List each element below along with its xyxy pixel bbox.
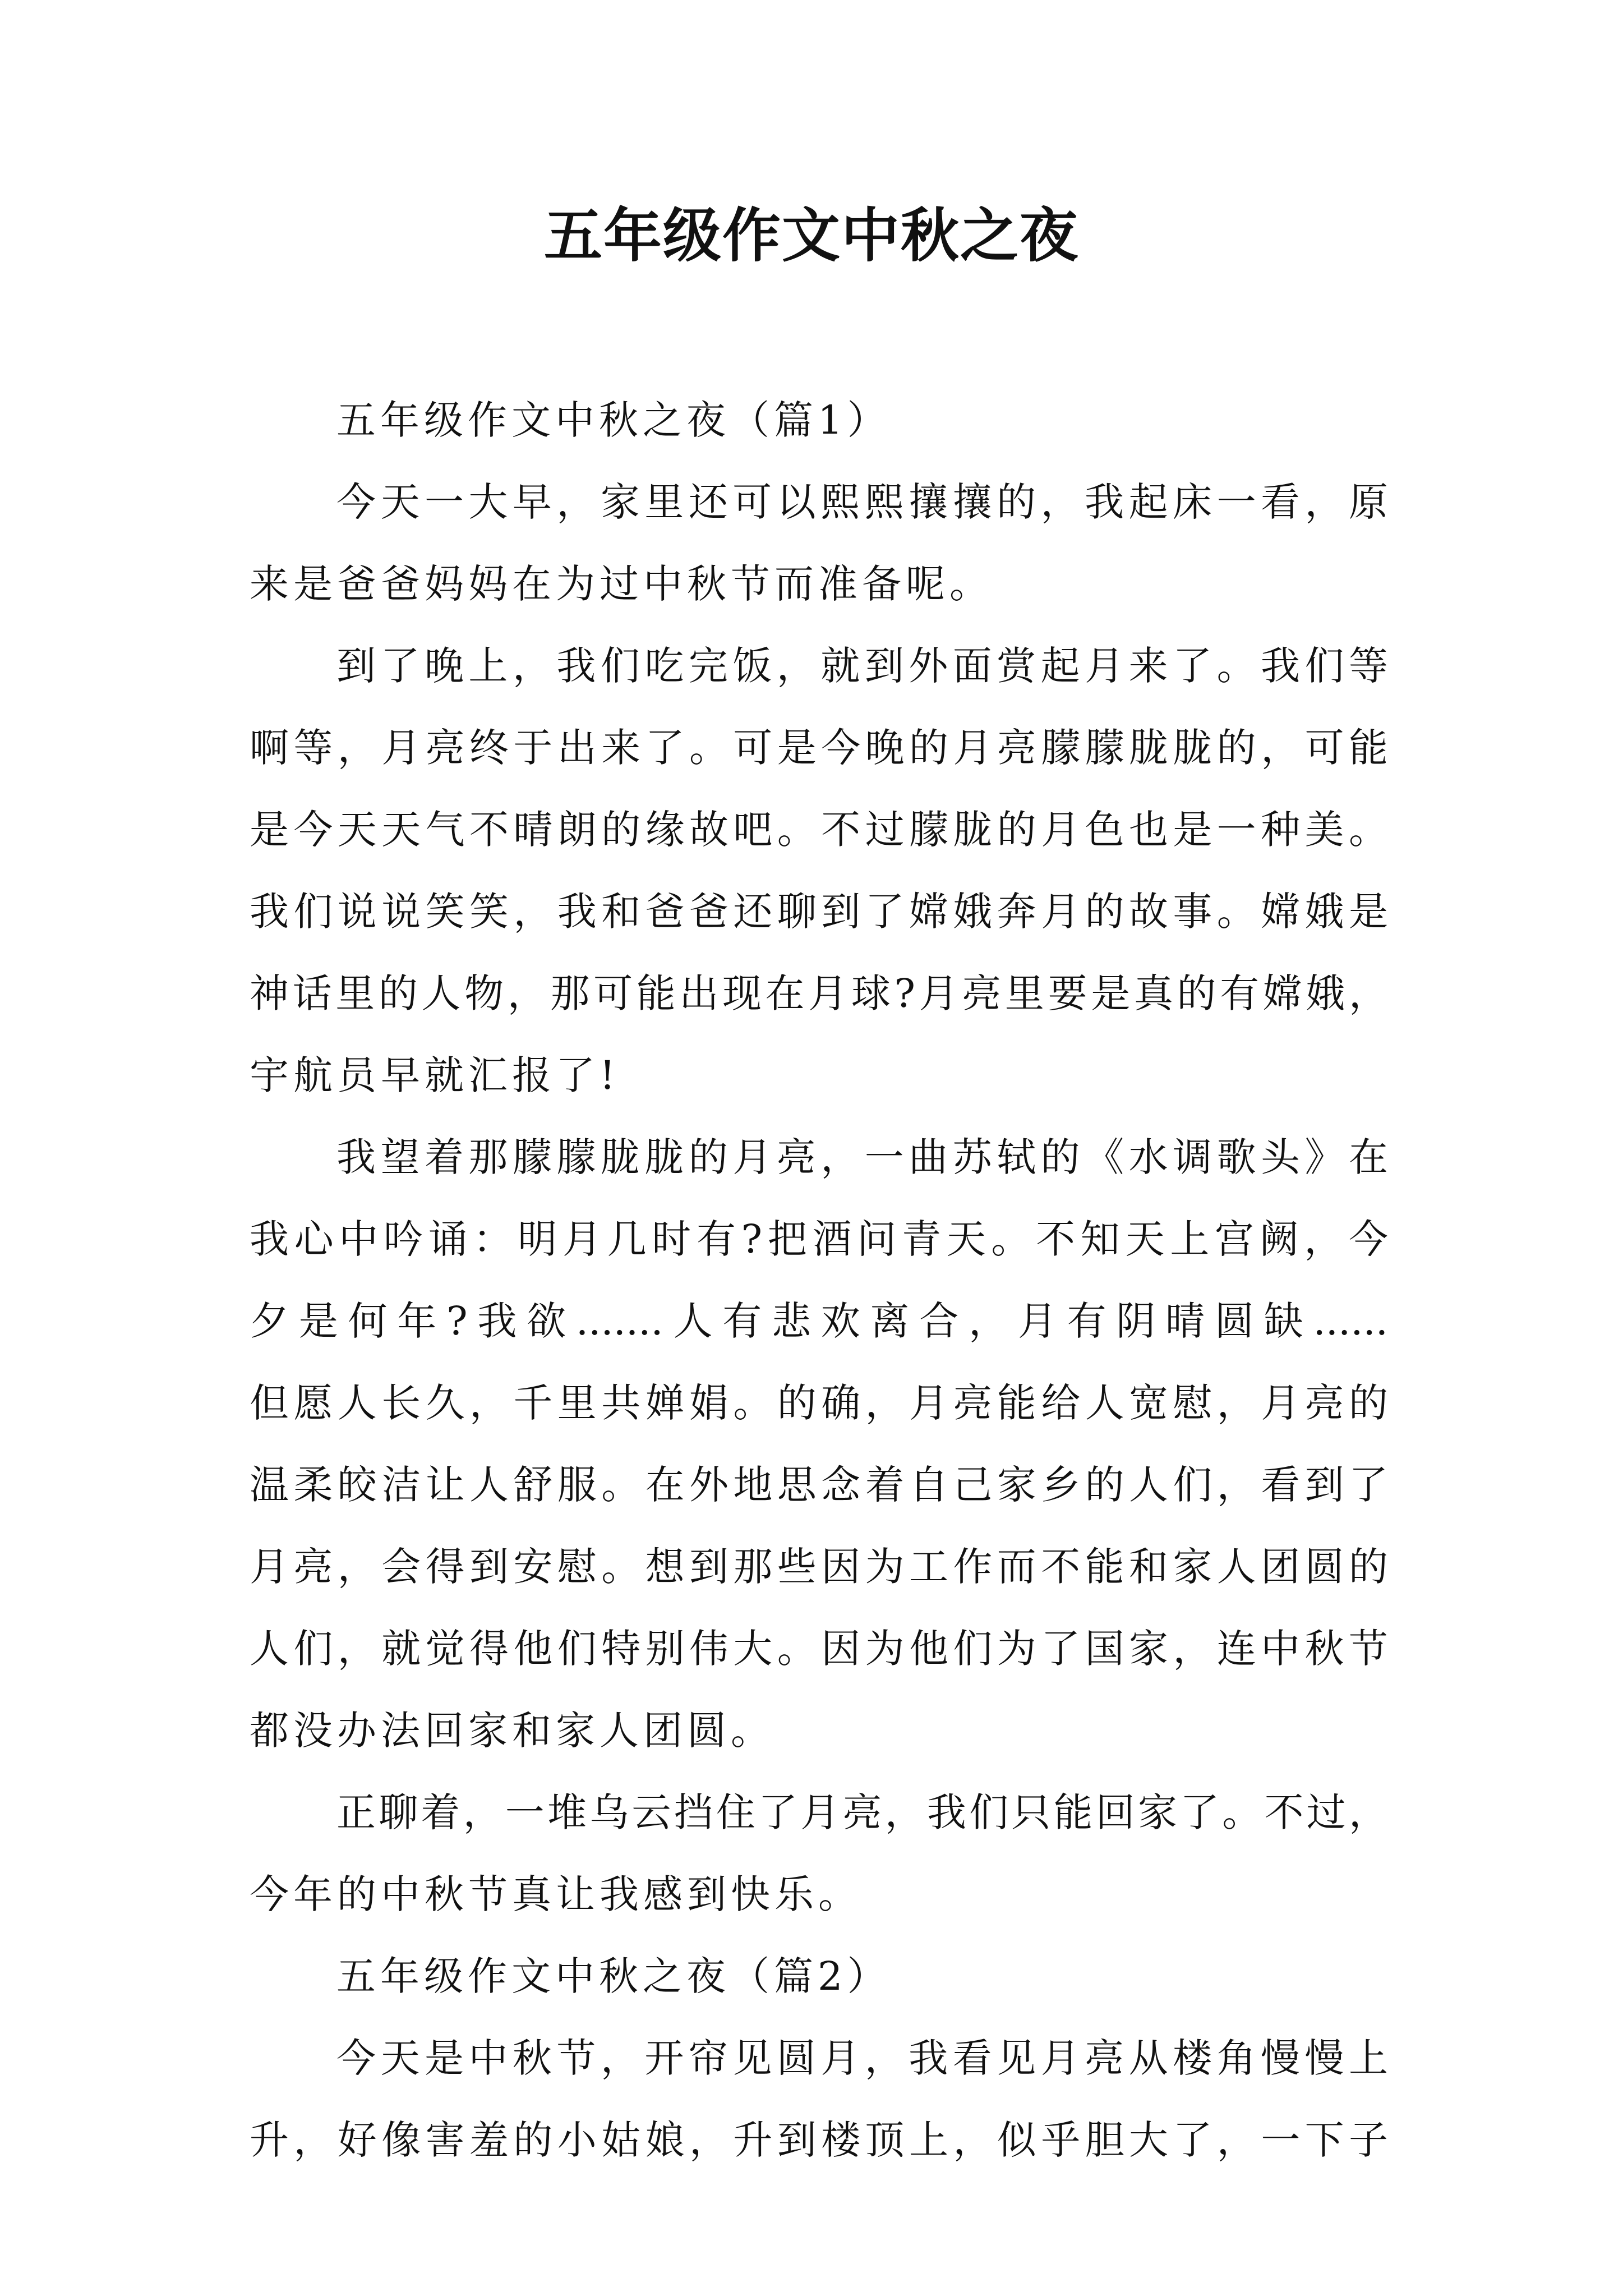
text-line: 五年级作文中秋之夜（篇2） xyxy=(336,1953,891,1999)
text-line: 宇航员早就汇报了! xyxy=(250,1052,620,1098)
text-line: 神话里的人物，那可能出现在月球?月亮里要是真的有嫦娥， xyxy=(250,970,1388,1016)
text-line: 升，好像害羞的小姑娘，升到楼顶上，似乎胆大了，一下子 xyxy=(250,2117,1388,2163)
text-line: 月亮，会得到安慰。想到那些因为工作而不能和家人团圆的 xyxy=(250,1544,1388,1590)
text-line: 都没办法回家和家人团圆。 xyxy=(250,1708,774,1754)
text-line: 是今天天气不晴朗的缘故吧。不过朦胧的月色也是一种美。 xyxy=(250,807,1388,853)
essay-body xyxy=(250,379,1388,2181)
text-line: 啊等，月亮终于出来了。可是今晚的月亮朦朦胧胧的，可能 xyxy=(250,725,1388,771)
text-line: 正聊着，一堆乌云挡住了月亮，我们只能回家了。不过， xyxy=(336,1789,1388,1835)
text-line: 温柔皎洁让人舒服。在外地思念着自己家乡的人们，看到了 xyxy=(250,1462,1388,1508)
text-line: 人们，就觉得他们特别伟大。因为他们为了国家，连中秋节 xyxy=(250,1626,1388,1672)
text-line: 五年级作文中秋之夜（篇1） xyxy=(336,397,891,443)
text-line: 今天一大早，家里还可以熙熙攘攘的，我起床一看，原 xyxy=(336,479,1388,525)
text-line: 我们说说笑笑，我和爸爸还聊到了嫦娥奔月的故事。嫦娥是 xyxy=(250,889,1388,935)
text-line: 到了晚上，我们吃完饭，就到外面赏起月来了。我们等 xyxy=(336,643,1388,689)
text-line: 我望着那朦朦胧胧的月亮，一曲苏轼的《水调歌头》在 xyxy=(336,1134,1388,1180)
text-line: 今天是中秋节，开帘见圆月，我看见月亮从楼角慢慢上 xyxy=(336,2035,1388,2081)
text-line: 但愿人长久，千里共婵娟。的确，月亮能给人宽慰，月亮的 xyxy=(250,1380,1388,1426)
text-line: 来是爸爸妈妈在为过中秋节而准备呢。 xyxy=(250,561,993,607)
text-line: 今年的中秋节真让我感到快乐。 xyxy=(250,1871,862,1917)
text-line: 夕是何年?我欲.......人有悲欢离合，月有阴晴圆缺...... xyxy=(250,1298,1388,1344)
document-title: 五年级作文中秋之夜 xyxy=(543,201,1079,270)
text-line: 我心中吟诵：明月几时有?把酒问青天。不知天上宫阙，今 xyxy=(250,1216,1388,1262)
